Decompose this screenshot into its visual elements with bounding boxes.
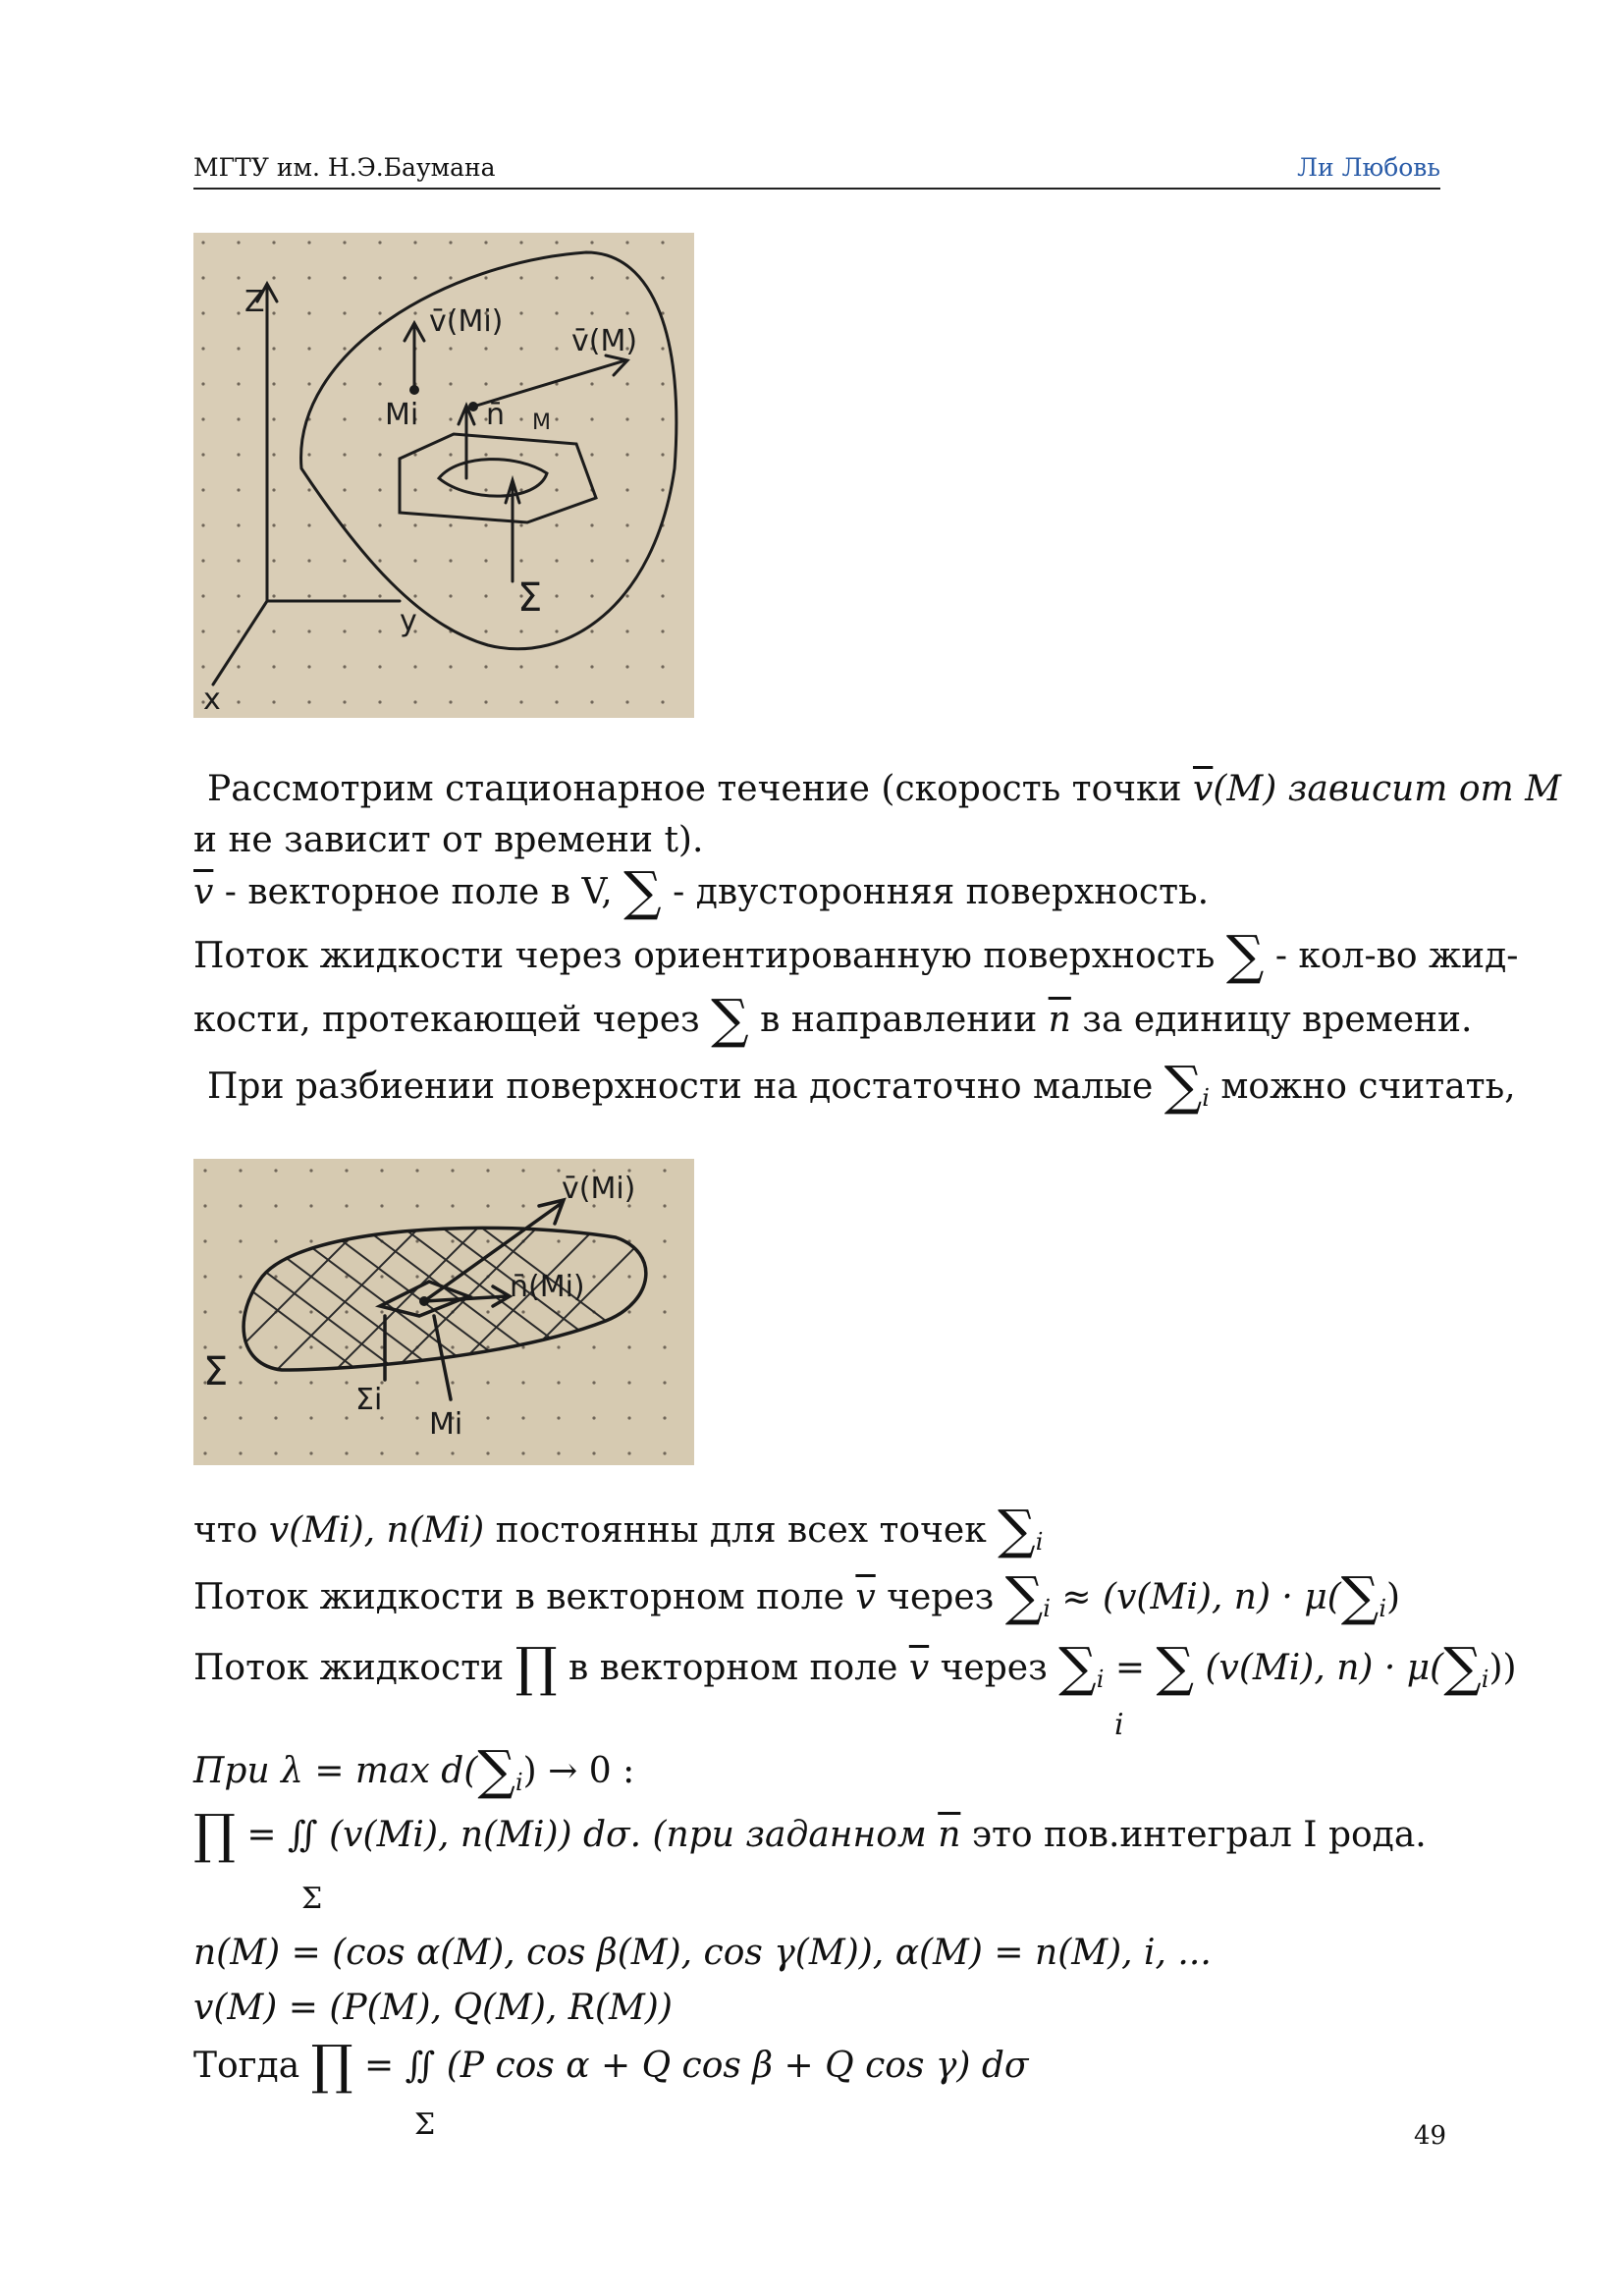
n-symbol: $\overline{n}$ [938,1815,961,1855]
n-label: n̄ [486,398,506,432]
p2-line3-eq: = [1104,1648,1157,1688]
sum-symbol: ∑ [1004,1565,1044,1627]
integral-domain-sigma: Σ [414,2107,436,2142]
p2-line3-mid2: через [929,1648,1059,1688]
p1-line5-end: за единицу времени. [1070,1000,1473,1040]
p1-line2: и не зависит от времени t). [193,820,704,860]
p2-line2-mid: через [875,1577,1005,1617]
y-label: y [400,604,417,638]
v-mi-label: v̄(Mi) [429,304,504,339]
p2-line4-end: ) → 0 : [522,1751,635,1791]
mi-label: Mi [429,1407,463,1442]
subscript-i: i [514,1769,523,1797]
mi-label: Mi [385,398,419,432]
v-m-label: v̄(M) [571,324,638,358]
p2-line2-text: Поток жидкости в векторном поле [193,1577,856,1617]
partition-sketch-drawing [193,1159,694,1465]
sigma-i-label: Σi [355,1383,383,1417]
p2-line1-text: что [193,1510,269,1551]
p2-line7-velocity: v(M) = (P(M), Q(M), R(M)) [193,1988,673,2028]
p1-line6-text: При разбиении поверхности на достаточно малые [207,1066,1164,1107]
p1-line1-text: Рассмотрим стационарное течение (скорость точки [207,769,1193,809]
z-label: Z [244,285,265,319]
subscript-i: i [1035,1528,1044,1557]
v-symbol: $\overline{v}$ [908,1648,930,1688]
p2-line3-mid: в векторном поле [557,1648,909,1688]
subscript-i: i [1202,1084,1210,1113]
p1-line6-end: можно считать, [1209,1066,1516,1107]
sum-symbol: ∑ [477,1739,515,1801]
p2-line5-end: это пов.интеграл I рода. [960,1815,1427,1855]
p2-line2-math: ≈ (v(Mi), n) · μ( [1050,1577,1341,1617]
prod-symbol: ∏ [310,2034,353,2096]
p2-line8-math: = ∬ (P cos α + Q cos β + Q cos γ) dσ [352,2046,1029,2086]
sum-symbol: ∑ [1058,1636,1097,1698]
sum-index-i: i [1114,1708,1124,1742]
sigma-label: Σ [517,575,543,621]
prod-symbol: ∏ [193,1803,236,1865]
p2-line6-normal: n(M) = (cos α(M), cos β(M), cos γ(M)), α(M) = n(M), i, ... [193,1933,1212,1973]
subscript-i: i [1379,1595,1387,1623]
p1-line5-mid: в направлении [748,1000,1049,1040]
p1-line4-text: Поток жидкости через ориентированную поверхность [193,936,1226,976]
p2-line3-math: (v(Mi), n) · μ( [1194,1648,1444,1688]
p2-line1-math: v(Mi), n(Mi) [268,1510,485,1551]
p2-line3-end: )) [1488,1648,1517,1688]
p2-line3-text: Поток жидкости [193,1648,515,1688]
sum-symbol: ∑ [1156,1636,1195,1698]
header-university: МГТУ им. Н.Э.Баумана [193,153,496,182]
prod-symbol: ∏ [514,1636,558,1698]
sum-symbol: ∑ [1443,1636,1482,1698]
v-symbol: $\overline{v}$ [855,1577,876,1617]
v-mi-label: v̄(Mi) [562,1172,636,1206]
p1-line1-v: $\overline{v}$ [1192,769,1214,809]
p1-line1-end: (M) зависит от M [1213,769,1562,809]
sum-symbol: ∑ [1225,924,1265,986]
p1-line3-end: - двусторонняя поверхность. [661,872,1210,912]
integral-domain-sigma: Σ [301,1882,323,1916]
p2-line1-mid: постоянны для всех точек [484,1510,999,1551]
running-header [193,152,1440,190]
header-author: Ли Любовь [1297,153,1440,182]
sum-symbol: ∑ [1340,1565,1380,1627]
sum-symbol: ∑ [1163,1055,1203,1117]
m-label: M [532,410,551,435]
n-mi-label: n̄(Mi) [510,1270,585,1304]
sum-symbol: ∑ [711,988,749,1050]
figure-partition-sketch [193,1159,694,1465]
figure-flow-sketch [193,233,694,718]
p1-line5-n: $\overline{n}$ [1048,1000,1071,1040]
subscript-i: i [1043,1595,1051,1623]
subscript-i: i [1481,1666,1489,1694]
p1-line4-end: - кол-во жид- [1264,936,1519,976]
page-number: 49 [1414,2121,1447,2151]
sum-symbol: ∑ [623,860,662,922]
x-label: x [203,683,221,717]
p2-line2-end: ) [1386,1577,1401,1617]
p1-line5-text: кости, протекающей через [193,1000,712,1040]
flow-sketch-drawing [193,233,694,718]
p1-line3-v: $\overline{v}$ [193,872,214,912]
p2-line5-math: = ∬ (v(Mi), n(Mi)) dσ. (при заданном [235,1815,939,1855]
sigma-label: Σ [203,1349,229,1394]
sum-symbol: ∑ [998,1499,1036,1560]
p1-line3-text: - векторное поле в V, [213,872,624,912]
p2-line8-text: Тогда [193,2046,311,2086]
subscript-i: i [1096,1666,1105,1694]
p2-line4-text: При λ = max d( [193,1751,478,1791]
paragraph-intro [193,761,1562,1154]
